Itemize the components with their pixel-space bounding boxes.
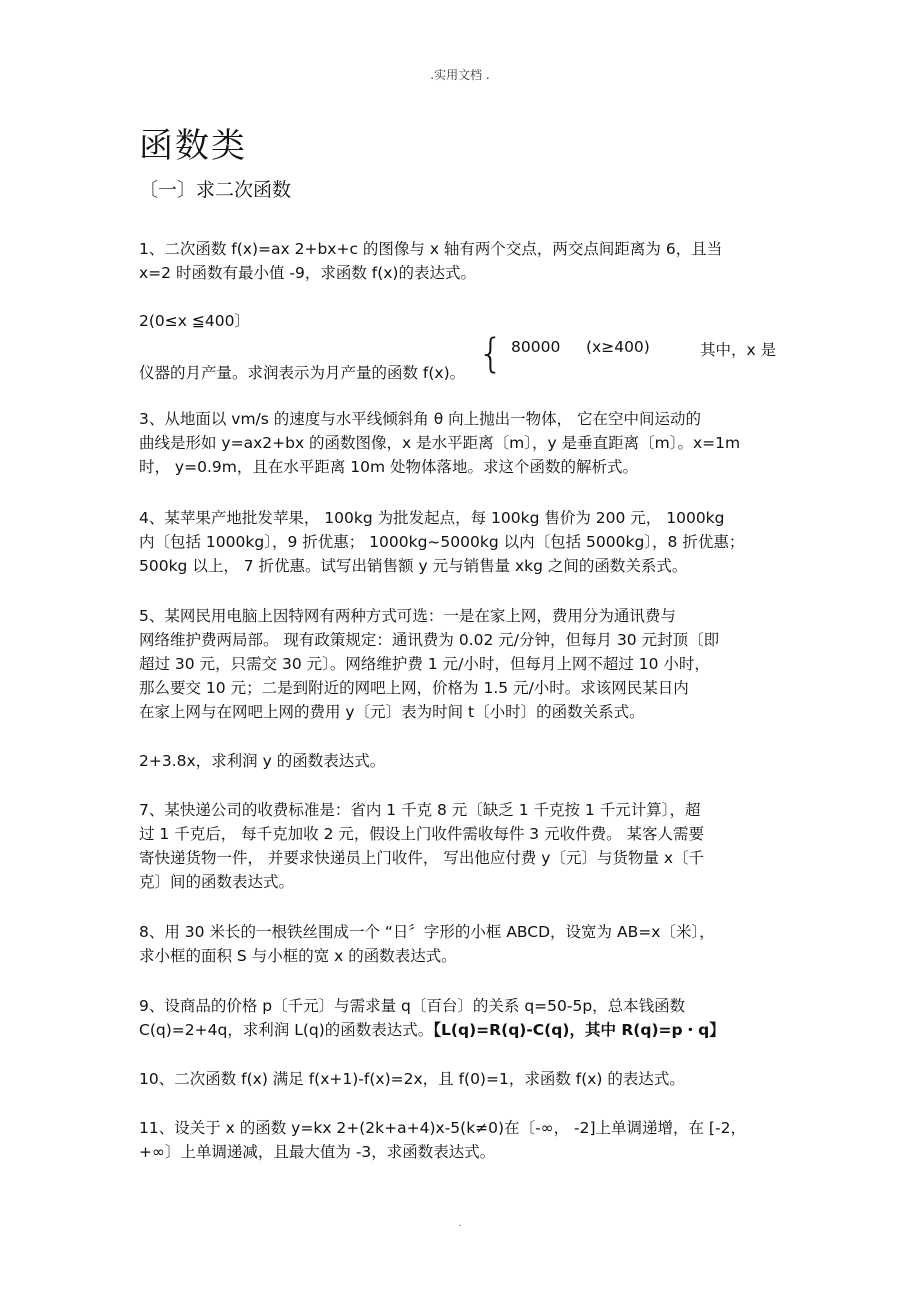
question-1-line: 1、二次函数 f(x)=ax 2+bx+c 的图像与 x 轴有两个交点，两交点间距离为 6，且当: [139, 240, 723, 258]
question-8-line: 8、用 30 米长的一根铁丝围成一个 “日〞字形的小框 ABCD，设宽为 AB=x〔米〕，: [139, 923, 715, 941]
question-3-line: 曲线是形如 y=ax2+bx 的函数图像，x 是水平距离〔m〕，y 是垂直距离〔m〕。x=1m: [139, 434, 741, 452]
question-7: [139, 798, 784, 894]
question-10-line: 10、二次函数 f(x) 满足 f(x+1)-f(x)=2x，且 f(0)=1，求函数 f(x) 的表达式。: [139, 1070, 685, 1088]
question-9-line: [139, 1018, 784, 1042]
question-4-line: 4、某苹果产地批发苹果， 100kg 为批发起点，每 100kg 售价为 200 元， 1000kg: [139, 509, 725, 527]
question-4: [139, 506, 784, 578]
question-6: [139, 749, 784, 773]
question-8-line: 求小框的面积 S 与小框的宽 x 的函数表达式。: [139, 947, 457, 965]
question-7-line: 克〕间的函数表达式。: [139, 873, 295, 891]
piecewise-brace: {: [478, 331, 504, 377]
question-9-hint: 【L(q)=R(q)-C(q)，其中 R(q)=p・q】: [433, 1021, 725, 1039]
question-1: [139, 237, 784, 285]
piecewise-note: 其中，x 是: [700, 341, 777, 359]
page-title: 函数类: [139, 126, 247, 166]
question-11-line: 11、设关于 x 的函数 y=kx 2+(2k+a+4)x-5(k≠0)在〔-∞， -2]上单调递增，在 [-2，: [139, 1119, 746, 1137]
question-2-last: 仪器的月产量。求润表示为月产量的函数 f(x)。: [139, 364, 466, 382]
piecewise-condition: (x≥400): [586, 338, 650, 356]
question-3-line: 时， y=0.9m，且在水平距离 10m 处物体落地。求这个函数的解析式。: [139, 458, 639, 476]
question-5-line: 5、某网民用电脑上因特网有两种方式可选：一是在家上网，费用分为通讯费与: [139, 607, 676, 625]
question-4-line: 500kg 以上， 7 折优惠。试写出销售额 y 元与销售量 xkg 之间的函数关系式。: [139, 557, 688, 575]
piecewise-value: 80000: [511, 338, 561, 356]
question-2-line: 2(0≤x ≦400〕: [139, 312, 250, 330]
question-9: [139, 994, 784, 1042]
question-7-line: 过 1 千克后， 每千克加收 2 元，假设上门收件需收每件 3 元收件费。 某客人需要: [139, 825, 705, 843]
question-4-line: 内〔包括 1000kg〕，9 折优惠； 1000kg~5000kg 以内〔包括 5000kg〕，8 折优惠；: [139, 533, 745, 551]
page-footer: .: [458, 1218, 462, 1229]
question-7-line: 7、某快递公司的收费标准是：省内 1 千克 8 元〔缺乏 1 千克按 1 千元计算〕，超: [139, 801, 701, 819]
page-header: .实用文档 .: [430, 68, 490, 82]
question-10: [139, 1067, 784, 1091]
question-2-first: [139, 309, 784, 333]
question-7-line: 寄快递货物一件， 并要求快递员上门收件， 写出他应付费 y〔元〕与货物量 x〔千: [139, 849, 705, 867]
question-8: [139, 920, 784, 968]
question-5: [139, 604, 784, 724]
question-3-line: 3、从地面以 vm/s 的速度与水平线倾斜角 θ 向上抛出一物体， 它在空中间运动的: [139, 410, 702, 428]
question-9-line: 9、设商品的价格 p〔千元〕与需求量 q〔百台〕的关系 q=50-5p，总本钱函数: [139, 997, 686, 1015]
question-5-line: 那么要交 10 元；二是到附近的网吧上网，价格为 1.5 元/小时。求该网民某日内: [139, 679, 689, 697]
question-11-line: +∞〕上单调递减，且最大值为 -3，求函数表达式。: [139, 1143, 496, 1161]
question-5-line: 超过 30 元，只需交 30 元〕。网络维护费 1 元/小时，但每月上网不超过 10 小时，: [139, 655, 710, 673]
question-9-text: C(q)=2+4q，求利润 L(q)的函数表达式。: [139, 1021, 434, 1039]
question-11: [139, 1116, 784, 1164]
section-heading: 〔一〕求二次函数: [139, 179, 292, 201]
question-1-line: x=2 时函数有最小值 -9，求函数 f(x)的表达式。: [139, 264, 476, 282]
question-5-line: 网络维护费两局部。 现有政策规定：通讯费为 0.02 元/分钟，但每月 30 元封顶〔即: [139, 631, 720, 649]
question-3: [139, 407, 784, 479]
question-6-line: 2+3.8x，求利润 y 的函数表达式。: [139, 752, 386, 770]
question-5-line: 在家上网与在网吧上网的费用 y〔元〕表为时间 t〔小时〕的函数关系式。: [139, 703, 645, 721]
